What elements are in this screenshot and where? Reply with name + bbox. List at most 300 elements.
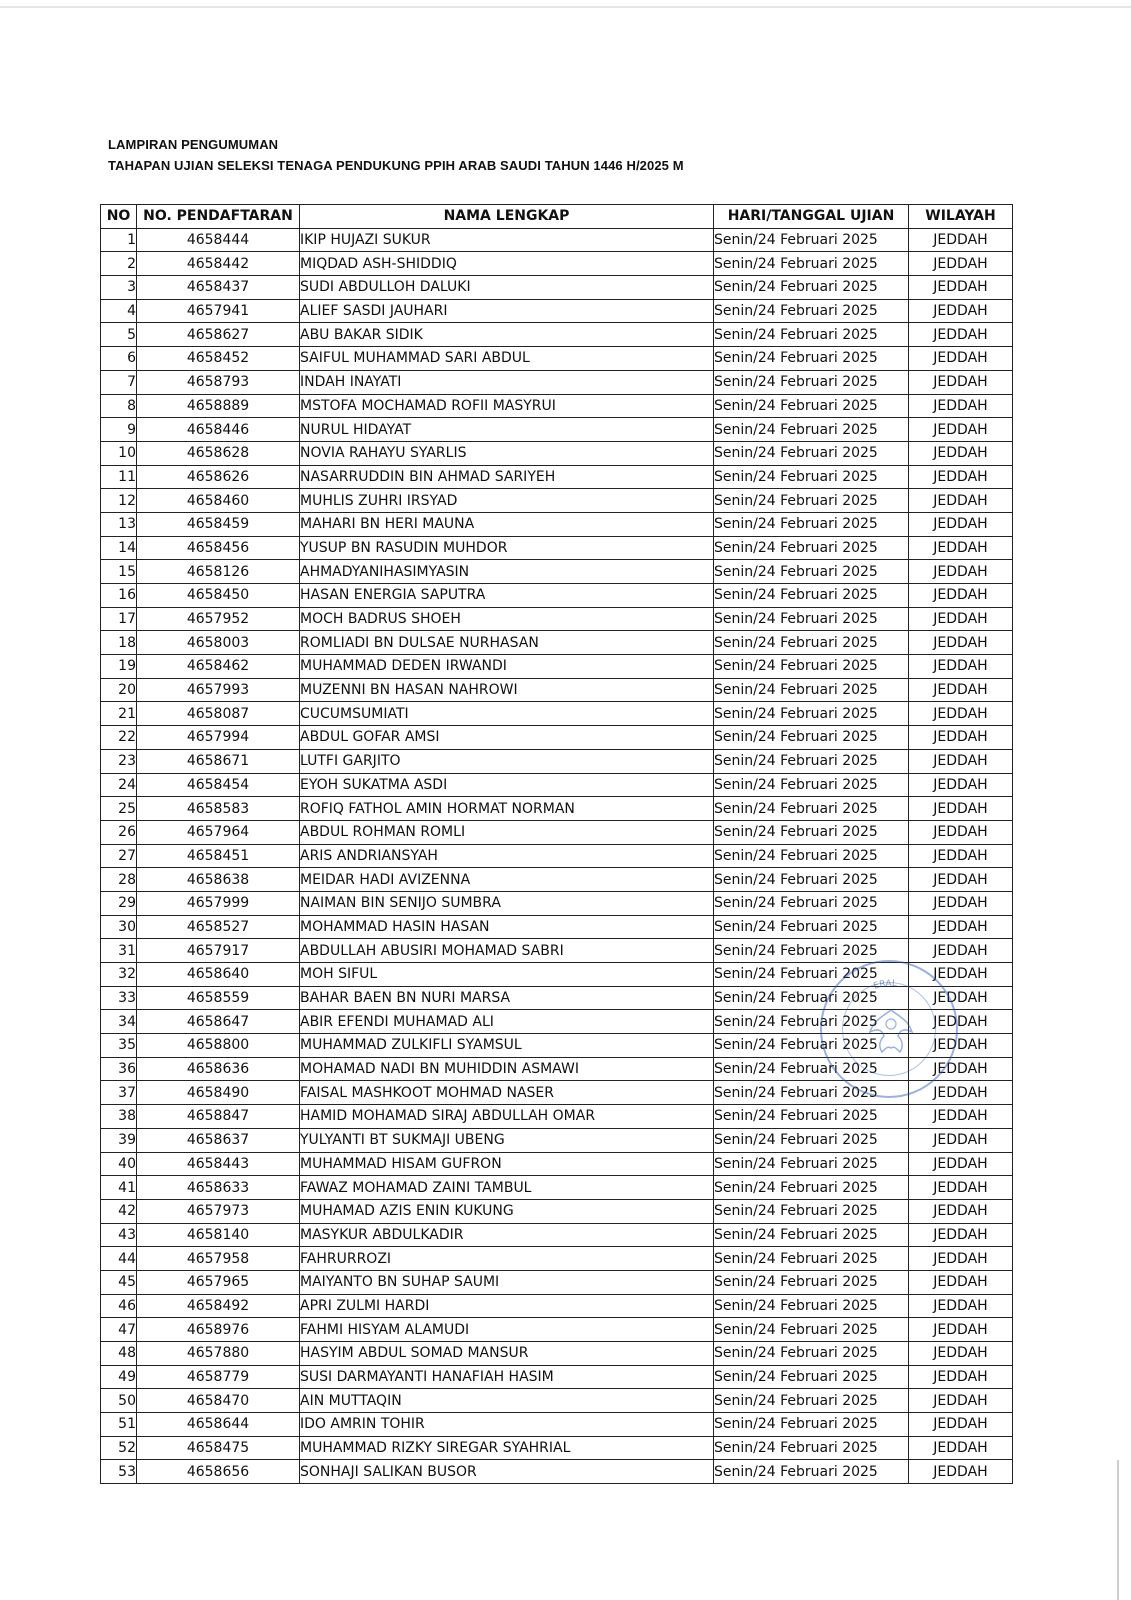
cell-full-name: BAHAR BAEN BN NURI MARSA	[300, 986, 714, 1010]
cell-no: 1	[101, 228, 137, 252]
table-row	[101, 536, 1013, 560]
cell-registration-number: 4657973	[137, 1199, 300, 1223]
cell-registration-number: 4658628	[137, 441, 300, 465]
cell-full-name: ABDULLAH ABUSIRI MOHAMAD SABRI	[300, 939, 714, 963]
cell-region: JEDDAH	[909, 726, 1013, 750]
cell-exam-date: Senin/24 Februari 2025	[714, 1460, 909, 1484]
cell-full-name: FAHMI HISYAM ALAMUDI	[300, 1318, 714, 1342]
cell-registration-number: 4658462	[137, 655, 300, 679]
cell-exam-date: Senin/24 Februari 2025	[714, 441, 909, 465]
table-row	[101, 276, 1013, 300]
cell-region: JEDDAH	[909, 1081, 1013, 1105]
cell-no: 8	[101, 394, 137, 418]
cell-full-name: SUSI DARMAYANTI HANAFIAH HASIM	[300, 1365, 714, 1389]
cell-exam-date: Senin/24 Februari 2025	[714, 607, 909, 631]
cell-no: 30	[101, 915, 137, 939]
cell-no: 17	[101, 607, 137, 631]
cell-full-name: LUTFI GARJITO	[300, 749, 714, 773]
table-row	[101, 1460, 1013, 1484]
cell-registration-number: 4658976	[137, 1318, 300, 1342]
cell-full-name: IDO AMRIN TOHIR	[300, 1413, 714, 1437]
cell-registration-number: 4658443	[137, 1152, 300, 1176]
cell-region: JEDDAH	[909, 1152, 1013, 1176]
cell-exam-date: Senin/24 Februari 2025	[714, 418, 909, 442]
cell-region: JEDDAH	[909, 1128, 1013, 1152]
cell-full-name: ABIR EFENDI MUHAMAD ALI	[300, 1010, 714, 1034]
cell-exam-date: Senin/24 Februari 2025	[714, 276, 909, 300]
cell-no: 40	[101, 1152, 137, 1176]
cell-no: 53	[101, 1460, 137, 1484]
cell-exam-date: Senin/24 Februari 2025	[714, 1057, 909, 1081]
cell-exam-date: Senin/24 Februari 2025	[714, 1318, 909, 1342]
table-row	[101, 773, 1013, 797]
cell-exam-date: Senin/24 Februari 2025	[714, 1223, 909, 1247]
cell-no: 24	[101, 773, 137, 797]
table-row	[101, 1413, 1013, 1437]
table-row	[101, 820, 1013, 844]
cell-registration-number: 4658442	[137, 252, 300, 276]
cell-no: 21	[101, 702, 137, 726]
cell-registration-number: 4657952	[137, 607, 300, 631]
cell-registration-number: 4658470	[137, 1389, 300, 1413]
cell-full-name: SONHAJI SALIKAN BUSOR	[300, 1460, 714, 1484]
cell-exam-date: Senin/24 Februari 2025	[714, 1342, 909, 1366]
cell-region: JEDDAH	[909, 1010, 1013, 1034]
cell-region: JEDDAH	[909, 1413, 1013, 1437]
table-row	[101, 512, 1013, 536]
table-row	[101, 323, 1013, 347]
cell-registration-number: 4658640	[137, 963, 300, 987]
cell-no: 28	[101, 868, 137, 892]
table-row	[101, 228, 1013, 252]
cell-full-name: AIN MUTTAQIN	[300, 1389, 714, 1413]
cell-region: JEDDAH	[909, 560, 1013, 584]
cell-registration-number: 4658492	[137, 1294, 300, 1318]
cell-region: JEDDAH	[909, 347, 1013, 371]
svg-text:ERAL: ERAL	[872, 978, 898, 992]
cell-full-name: YUSUP BN RASUDIN MUHDOR	[300, 536, 714, 560]
table-row	[101, 1270, 1013, 1294]
cell-region: JEDDAH	[909, 749, 1013, 773]
table-row	[101, 986, 1013, 1010]
cell-exam-date: Senin/24 Februari 2025	[714, 939, 909, 963]
cell-region: JEDDAH	[909, 1318, 1013, 1342]
cell-exam-date: Senin/24 Februari 2025	[714, 1413, 909, 1437]
table-row	[101, 915, 1013, 939]
cell-no: 49	[101, 1365, 137, 1389]
cell-exam-date: Senin/24 Februari 2025	[714, 702, 909, 726]
cell-region: JEDDAH	[909, 915, 1013, 939]
cell-registration-number: 4658627	[137, 323, 300, 347]
cell-full-name: MUHAMMAD RIZKY SIREGAR SYAHRIAL	[300, 1436, 714, 1460]
column-header-no: NO	[101, 205, 137, 229]
cell-no: 47	[101, 1318, 137, 1342]
cell-region: JEDDAH	[909, 370, 1013, 394]
table-row	[101, 1152, 1013, 1176]
cell-no: 43	[101, 1223, 137, 1247]
cell-no: 39	[101, 1128, 137, 1152]
table-row	[101, 1318, 1013, 1342]
cell-region: JEDDAH	[909, 797, 1013, 821]
table-row	[101, 797, 1013, 821]
cell-registration-number: 4657993	[137, 678, 300, 702]
cell-region: JEDDAH	[909, 276, 1013, 300]
cell-full-name: NOVIA RAHAYU SYARLIS	[300, 441, 714, 465]
cell-no: 35	[101, 1034, 137, 1058]
cell-registration-number: 4658889	[137, 394, 300, 418]
cell-region: JEDDAH	[909, 986, 1013, 1010]
cell-registration-number: 4658644	[137, 1413, 300, 1437]
cell-registration-number: 4657880	[137, 1342, 300, 1366]
cell-full-name: MOH SIFUL	[300, 963, 714, 987]
cell-registration-number: 4658637	[137, 1128, 300, 1152]
cell-full-name: ABDUL GOFAR AMSI	[300, 726, 714, 750]
cell-region: JEDDAH	[909, 299, 1013, 323]
cell-registration-number: 4658656	[137, 1460, 300, 1484]
cell-exam-date: Senin/24 Februari 2025	[714, 252, 909, 276]
cell-registration-number: 4658451	[137, 844, 300, 868]
cell-full-name: MSTOFA MOCHAMAD ROFII MASYRUI	[300, 394, 714, 418]
table-row	[101, 1365, 1013, 1389]
cell-region: JEDDAH	[909, 394, 1013, 418]
cell-full-name: HASAN ENERGIA SAPUTRA	[300, 584, 714, 608]
cell-full-name: ABU BAKAR SIDIK	[300, 323, 714, 347]
cell-region: JEDDAH	[909, 584, 1013, 608]
table-row	[101, 1105, 1013, 1129]
cell-no: 48	[101, 1342, 137, 1366]
cell-no: 42	[101, 1199, 137, 1223]
cell-exam-date: Senin/24 Februari 2025	[714, 560, 909, 584]
cell-exam-date: Senin/24 Februari 2025	[714, 1152, 909, 1176]
cell-region: JEDDAH	[909, 228, 1013, 252]
cell-no: 37	[101, 1081, 137, 1105]
table-row	[101, 418, 1013, 442]
cell-region: JEDDAH	[909, 1436, 1013, 1460]
cell-full-name: SAIFUL MUHAMMAD SARI ABDUL	[300, 347, 714, 371]
cell-exam-date: Senin/24 Februari 2025	[714, 655, 909, 679]
cell-no: 33	[101, 986, 137, 1010]
cell-no: 11	[101, 465, 137, 489]
cell-region: JEDDAH	[909, 868, 1013, 892]
cell-exam-date: Senin/24 Februari 2025	[714, 1128, 909, 1152]
cell-region: JEDDAH	[909, 631, 1013, 655]
table-row	[101, 1057, 1013, 1081]
column-header-region: WILAYAH	[909, 205, 1013, 229]
cell-no: 25	[101, 797, 137, 821]
cell-full-name: INDAH INAYATI	[300, 370, 714, 394]
cell-full-name: HAMID MOHAMAD SIRAJ ABDULLAH OMAR	[300, 1105, 714, 1129]
cell-exam-date: Senin/24 Februari 2025	[714, 489, 909, 513]
cell-exam-date: Senin/24 Februari 2025	[714, 1034, 909, 1058]
cell-registration-number: 4658087	[137, 702, 300, 726]
cell-region: JEDDAH	[909, 1342, 1013, 1366]
table-row	[101, 607, 1013, 631]
cell-no: 16	[101, 584, 137, 608]
cell-exam-date: Senin/24 Februari 2025	[714, 323, 909, 347]
cell-full-name: FAHRURROZI	[300, 1247, 714, 1271]
cell-no: 36	[101, 1057, 137, 1081]
cell-region: JEDDAH	[909, 536, 1013, 560]
table-row	[101, 560, 1013, 584]
cell-registration-number: 4658437	[137, 276, 300, 300]
cell-registration-number: 4658452	[137, 347, 300, 371]
cell-exam-date: Senin/24 Februari 2025	[714, 370, 909, 394]
cell-region: JEDDAH	[909, 939, 1013, 963]
cell-no: 34	[101, 1010, 137, 1034]
cell-exam-date: Senin/24 Februari 2025	[714, 1081, 909, 1105]
cell-exam-date: Senin/24 Februari 2025	[714, 773, 909, 797]
column-header-full-name: NAMA LENGKAP	[300, 205, 714, 229]
cell-registration-number: 4658450	[137, 584, 300, 608]
cell-exam-date: Senin/24 Februari 2025	[714, 1436, 909, 1460]
cell-registration-number: 4658633	[137, 1176, 300, 1200]
cell-registration-number: 4658779	[137, 1365, 300, 1389]
cell-full-name: MOHAMMAD HASIN HASAN	[300, 915, 714, 939]
cell-registration-number: 4658800	[137, 1034, 300, 1058]
cell-region: JEDDAH	[909, 1270, 1013, 1294]
cell-no: 14	[101, 536, 137, 560]
table-row	[101, 1247, 1013, 1271]
table-row	[101, 1034, 1013, 1058]
cell-exam-date: Senin/24 Februari 2025	[714, 1199, 909, 1223]
cell-registration-number: 4658454	[137, 773, 300, 797]
cell-registration-number: 4658003	[137, 631, 300, 655]
cell-region: JEDDAH	[909, 607, 1013, 631]
cell-full-name: YULYANTI BT SUKMAJI UBENG	[300, 1128, 714, 1152]
cell-region: JEDDAH	[909, 963, 1013, 987]
cell-full-name: MAHARI BN HERI MAUNA	[300, 512, 714, 536]
cell-exam-date: Senin/24 Februari 2025	[714, 465, 909, 489]
cell-full-name: NAIMAN BIN SENIJO SUMBRA	[300, 891, 714, 915]
cell-registration-number: 4657941	[137, 299, 300, 323]
cell-exam-date: Senin/24 Februari 2025	[714, 299, 909, 323]
cell-full-name: FAWAZ MOHAMAD ZAINI TAMBUL	[300, 1176, 714, 1200]
scan-edge-line	[1117, 1460, 1119, 1600]
cell-region: JEDDAH	[909, 512, 1013, 536]
cell-no: 38	[101, 1105, 137, 1129]
cell-region: JEDDAH	[909, 1460, 1013, 1484]
cell-exam-date: Senin/24 Februari 2025	[714, 1176, 909, 1200]
cell-exam-date: Senin/24 Februari 2025	[714, 797, 909, 821]
cell-full-name: APRI ZULMI HARDI	[300, 1294, 714, 1318]
cell-no: 52	[101, 1436, 137, 1460]
cell-no: 5	[101, 323, 137, 347]
cell-registration-number: 4658559	[137, 986, 300, 1010]
cell-full-name: MUZENNI BN HASAN NAHROWI	[300, 678, 714, 702]
cell-full-name: MOHAMAD NADI BN MUHIDDIN ASMAWI	[300, 1057, 714, 1081]
cell-registration-number: 4657994	[137, 726, 300, 750]
cell-full-name: NASARRUDDIN BIN AHMAD SARIYEH	[300, 465, 714, 489]
table-row	[101, 1436, 1013, 1460]
cell-exam-date: Senin/24 Februari 2025	[714, 891, 909, 915]
cell-registration-number: 4658446	[137, 418, 300, 442]
cell-full-name: MUHAMMAD HISAM GUFRON	[300, 1152, 714, 1176]
cell-exam-date: Senin/24 Februari 2025	[714, 915, 909, 939]
cell-registration-number: 4658456	[137, 536, 300, 560]
column-header-registration: NO. PENDAFTARAN	[137, 205, 300, 229]
table-row	[101, 441, 1013, 465]
table-row	[101, 726, 1013, 750]
cell-exam-date: Senin/24 Februari 2025	[714, 1105, 909, 1129]
cell-registration-number: 4658647	[137, 1010, 300, 1034]
cell-exam-date: Senin/24 Februari 2025	[714, 584, 909, 608]
cell-region: JEDDAH	[909, 820, 1013, 844]
cell-no: 15	[101, 560, 137, 584]
cell-exam-date: Senin/24 Februari 2025	[714, 1270, 909, 1294]
cell-region: JEDDAH	[909, 1176, 1013, 1200]
cell-registration-number: 4658490	[137, 1081, 300, 1105]
cell-exam-date: Senin/24 Februari 2025	[714, 1247, 909, 1271]
cell-full-name: ARIS ANDRIANSYAH	[300, 844, 714, 868]
cell-exam-date: Senin/24 Februari 2025	[714, 228, 909, 252]
table-row	[101, 1081, 1013, 1105]
cell-no: 10	[101, 441, 137, 465]
table-row	[101, 678, 1013, 702]
cell-no: 26	[101, 820, 137, 844]
cell-region: JEDDAH	[909, 252, 1013, 276]
cell-region: JEDDAH	[909, 1105, 1013, 1129]
table-row	[101, 394, 1013, 418]
table-row	[101, 749, 1013, 773]
cell-full-name: MUHAMMAD ZULKIFLI SYAMSUL	[300, 1034, 714, 1058]
cell-exam-date: Senin/24 Februari 2025	[714, 347, 909, 371]
participant-table	[100, 204, 1013, 1484]
cell-registration-number: 4658459	[137, 512, 300, 536]
cell-registration-number: 4657999	[137, 891, 300, 915]
table-row	[101, 844, 1013, 868]
cell-exam-date: Senin/24 Februari 2025	[714, 1294, 909, 1318]
cell-full-name: MASYKUR ABDULKADIR	[300, 1223, 714, 1247]
cell-registration-number: 4658671	[137, 749, 300, 773]
cell-full-name: MUHAMMAD DEDEN IRWANDI	[300, 655, 714, 679]
cell-no: 12	[101, 489, 137, 513]
cell-full-name: MIQDAD ASH-SHIDDIQ	[300, 252, 714, 276]
cell-region: JEDDAH	[909, 844, 1013, 868]
cell-region: JEDDAH	[909, 1199, 1013, 1223]
cell-no: 3	[101, 276, 137, 300]
table-row	[101, 1128, 1013, 1152]
table-row	[101, 299, 1013, 323]
table-row	[101, 1010, 1013, 1034]
table-row	[101, 584, 1013, 608]
cell-no: 9	[101, 418, 137, 442]
cell-exam-date: Senin/24 Februari 2025	[714, 1389, 909, 1413]
cell-region: JEDDAH	[909, 323, 1013, 347]
cell-exam-date: Senin/24 Februari 2025	[714, 844, 909, 868]
cell-full-name: ABDUL ROHMAN ROMLI	[300, 820, 714, 844]
cell-full-name: HASYIM ABDUL SOMAD MANSUR	[300, 1342, 714, 1366]
cell-registration-number: 4657917	[137, 939, 300, 963]
cell-no: 20	[101, 678, 137, 702]
table-row	[101, 1342, 1013, 1366]
cell-full-name: CUCUMSUMIATI	[300, 702, 714, 726]
table-row	[101, 370, 1013, 394]
cell-no: 19	[101, 655, 137, 679]
cell-no: 51	[101, 1413, 137, 1437]
cell-full-name: MOCH BADRUS SHOEH	[300, 607, 714, 631]
cell-registration-number: 4658793	[137, 370, 300, 394]
cell-full-name: NURUL HIDAYAT	[300, 418, 714, 442]
cell-no: 7	[101, 370, 137, 394]
cell-no: 45	[101, 1270, 137, 1294]
cell-full-name: ALIEF SASDI JAUHARI	[300, 299, 714, 323]
cell-region: JEDDAH	[909, 702, 1013, 726]
cell-registration-number: 4658444	[137, 228, 300, 252]
cell-exam-date: Senin/24 Februari 2025	[714, 868, 909, 892]
table-row	[101, 631, 1013, 655]
cell-no: 29	[101, 891, 137, 915]
cell-no: 13	[101, 512, 137, 536]
page-top-edge	[0, 6, 1131, 8]
cell-region: JEDDAH	[909, 489, 1013, 513]
cell-no: 23	[101, 749, 137, 773]
table-row	[101, 465, 1013, 489]
cell-exam-date: Senin/24 Februari 2025	[714, 1010, 909, 1034]
cell-exam-date: Senin/24 Februari 2025	[714, 536, 909, 560]
table-row	[101, 702, 1013, 726]
table-row	[101, 489, 1013, 513]
cell-registration-number: 4658626	[137, 465, 300, 489]
cell-region: JEDDAH	[909, 655, 1013, 679]
cell-exam-date: Senin/24 Februari 2025	[714, 678, 909, 702]
table-row	[101, 1223, 1013, 1247]
cell-full-name: MUHLIS ZUHRI IRSYAD	[300, 489, 714, 513]
cell-registration-number: 4658638	[137, 868, 300, 892]
cell-region: JEDDAH	[909, 1223, 1013, 1247]
table-row	[101, 891, 1013, 915]
cell-registration-number: 4658140	[137, 1223, 300, 1247]
cell-no: 6	[101, 347, 137, 371]
cell-full-name: MEIDAR HADI AVIZENNA	[300, 868, 714, 892]
cell-no: 31	[101, 939, 137, 963]
cell-no: 32	[101, 963, 137, 987]
cell-region: JEDDAH	[909, 465, 1013, 489]
cell-no: 22	[101, 726, 137, 750]
cell-no: 4	[101, 299, 137, 323]
cell-region: JEDDAH	[909, 441, 1013, 465]
table-row	[101, 252, 1013, 276]
table-row	[101, 963, 1013, 987]
cell-region: JEDDAH	[909, 678, 1013, 702]
table-row	[101, 1389, 1013, 1413]
cell-no: 41	[101, 1176, 137, 1200]
table-header-row	[101, 205, 1013, 229]
cell-region: JEDDAH	[909, 1247, 1013, 1271]
cell-full-name: ROFIQ FATHOL AMIN HORMAT NORMAN	[300, 797, 714, 821]
cell-no: 2	[101, 252, 137, 276]
cell-region: JEDDAH	[909, 1057, 1013, 1081]
cell-region: JEDDAH	[909, 418, 1013, 442]
cell-exam-date: Senin/24 Februari 2025	[714, 963, 909, 987]
cell-region: JEDDAH	[909, 1294, 1013, 1318]
cell-no: 50	[101, 1389, 137, 1413]
cell-registration-number: 4657965	[137, 1270, 300, 1294]
table-row	[101, 655, 1013, 679]
cell-no: 27	[101, 844, 137, 868]
cell-full-name: SUDI ABDULLOH DALUKI	[300, 276, 714, 300]
cell-region: JEDDAH	[909, 891, 1013, 915]
cell-region: JEDDAH	[909, 1389, 1013, 1413]
cell-exam-date: Senin/24 Februari 2025	[714, 512, 909, 536]
cell-registration-number: 4658460	[137, 489, 300, 513]
heading-line-2: TAHAPAN UJIAN SELEKSI TENAGA PENDUKUNG PPIH ARAB SAUDI TAHUN 1446 H/2025 M	[108, 158, 684, 173]
table-row	[101, 939, 1013, 963]
cell-full-name: MUHAMAD AZIS ENIN KUKUNG	[300, 1199, 714, 1223]
table-row	[101, 347, 1013, 371]
cell-registration-number: 4658475	[137, 1436, 300, 1460]
table-row	[101, 868, 1013, 892]
cell-exam-date: Senin/24 Februari 2025	[714, 631, 909, 655]
